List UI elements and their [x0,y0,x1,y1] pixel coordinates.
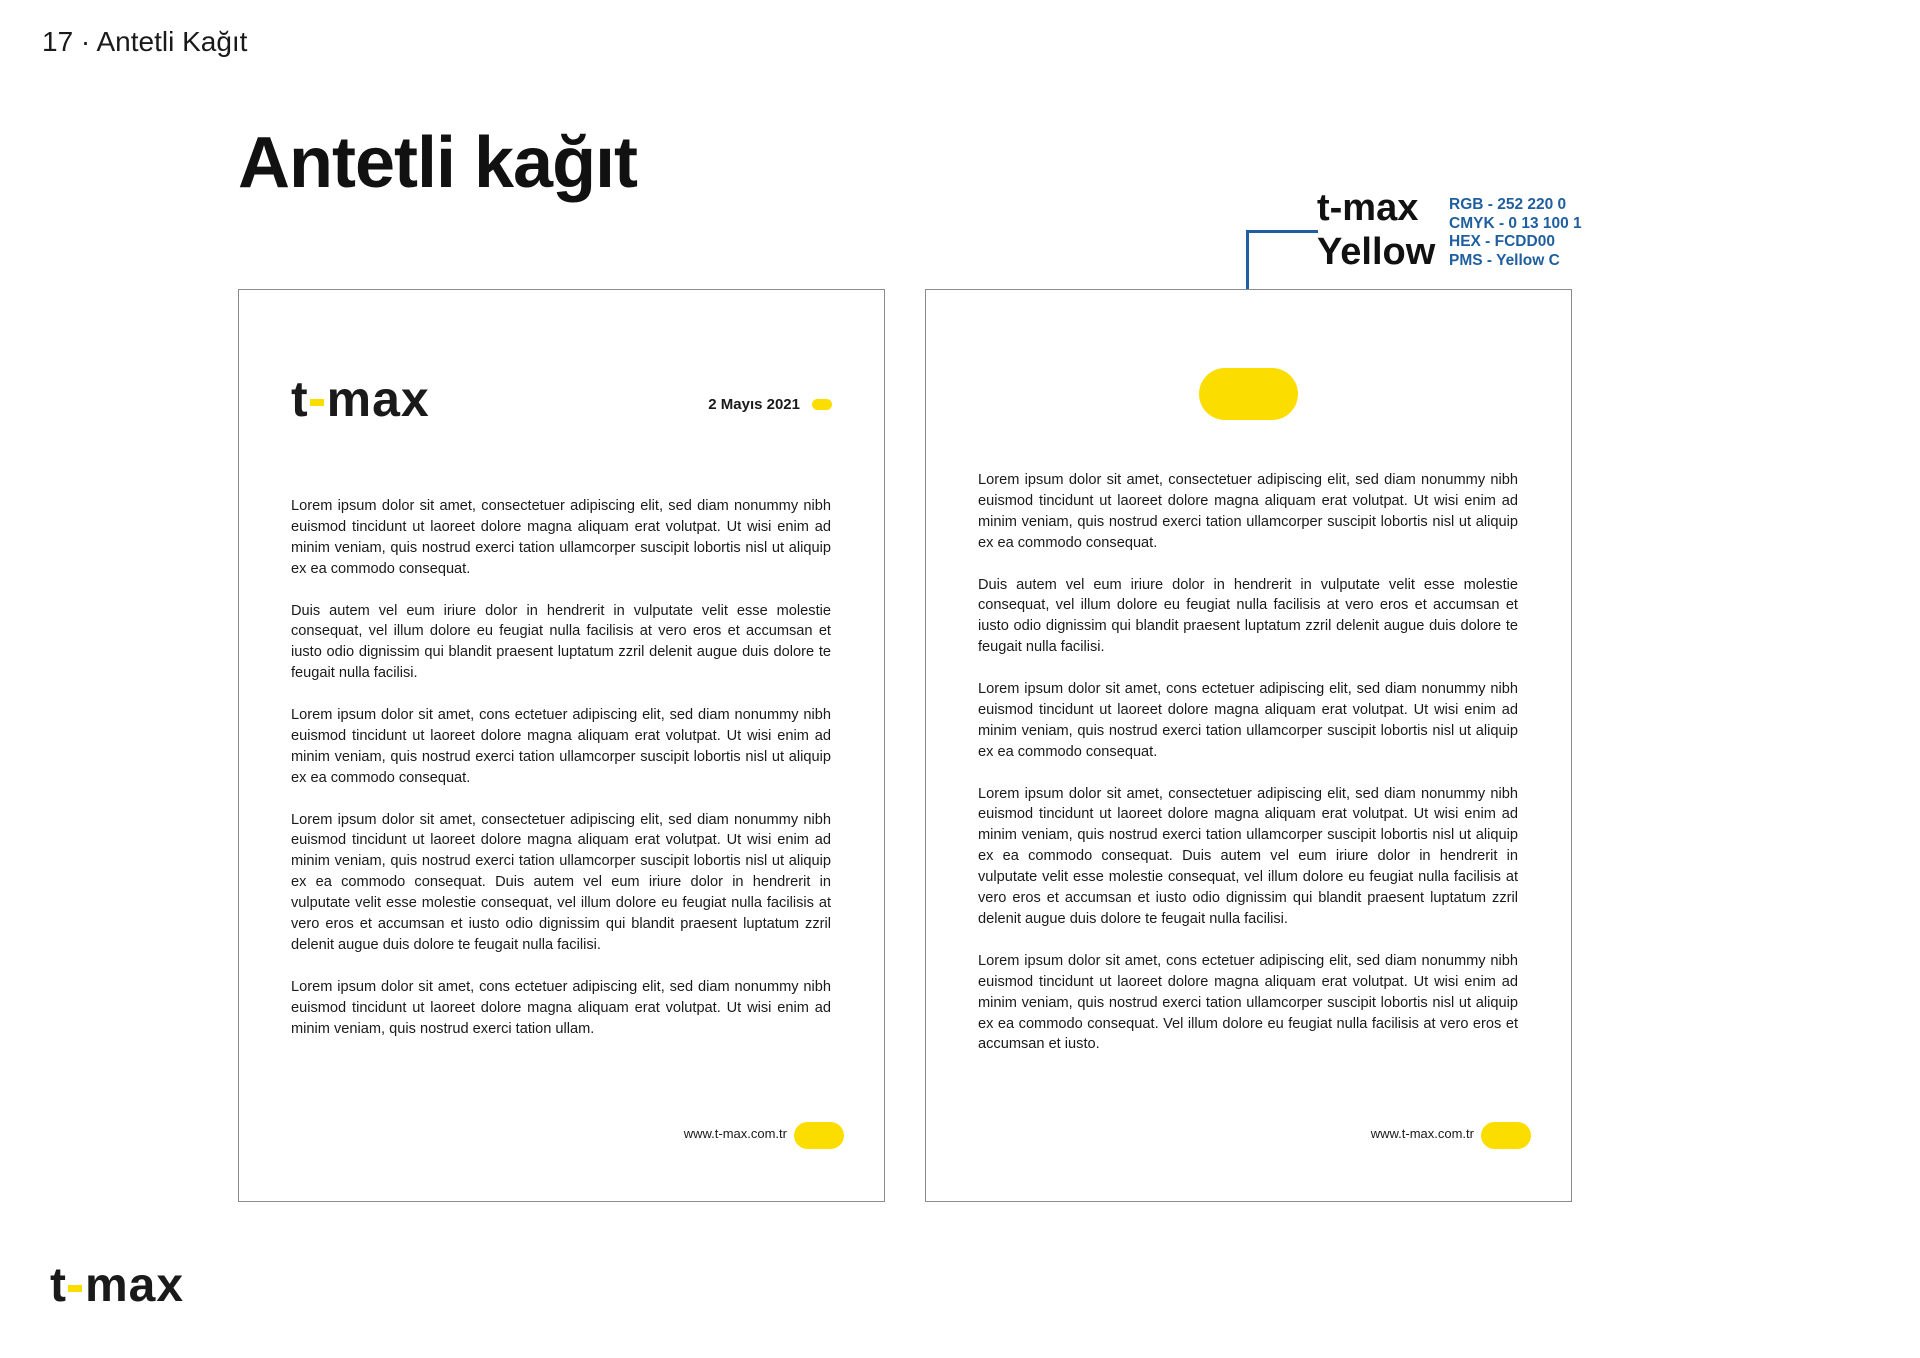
paragraph: Lorem ipsum dolor sit amet, cons ectetuer adipiscing elit, sed diam nonummy nibh euismod tincidunt ut laoreet dolore magna aliquam erat volutpat. Ut wisi enim ad minim veniam, quis nostrud exerci tation ullamcorper suscipit lobortis nisl ut aliquip ex ea commodo consequat. Vel illum dolore eu feugiat nulla facilisis at vero eros et accumsan et iusto. [978,952,1518,1053]
paragraph: Lorem ipsum dolor sit amet, consectetuer adipiscing elit, sed diam nonummy nibh euismod tincidunt ut laoreet dolore magna aliquam erat volutpat. Ut wisi enim ad minim veniam, quis nostrud exerci tation ullamcorper suscipit lobortis nisl ut aliquip ex ea commodo consequat. [978,472,1518,551]
swatch-pms: PMS - Yellow C [1449,252,1560,270]
logo-right: max [326,371,430,427]
swatch-name-line2: Yellow [1317,231,1436,273]
swatch-name-line1: t-max [1317,187,1419,229]
letterhead-logo [291,371,430,427]
swatch-rgb: RGB - 252 220 0 [1449,196,1567,213]
footer-pill-accent [1481,1122,1531,1149]
paragraph: Lorem ipsum dolor sit amet, cons ectetuer adipiscing elit, sed diam nonummy nibh euismod tincidunt ut laoreet dolore magna aliquam erat volutpat. Ut wisi enim ad minim veniam, quis nostrud exerci tation ullamcorper suscipit lobortis nisl ut aliquip ex ea commodo consequat. [978,681,1518,760]
paragraph: Duis autem vel eum iriure dolor in hendrerit in vulputate velit esse molestie consequat, vel illum dolore eu feugiat nulla facilisis at vero eros et accumsan et iusto odio dignissim qui blandit praesent luptatum zzril delenit augue duis dolore te feugait nulla facilisi. [291,602,831,682]
paragraph: Lorem ipsum dolor sit amet, cons ectetuer adipiscing elit, sed diam nonummy nibh euismod tincidunt ut laoreet dolore magna aliquam erat volutpat. Ut wisi enim ad minim veniam, quis nostrud exerci tation ullamcorper suscipit lobortis nisl ut aliquip ex ea commodo consequat. [291,707,831,786]
paragraph: Lorem ipsum dolor sit amet, consectetuer adipiscing elit, sed diam nonummy nibh euismod tincidunt ut laoreet dolore magna aliquam erat volutpat. Ut wisi enim ad minim veniam, quis nostrud exerci tation ullamcorper suscipit lobortis nisl ut aliquip ex ea commodo consequat. [291,498,831,577]
logo-right: max [84,1259,185,1312]
footer-pill-accent [794,1122,844,1149]
footer-url: www.t-max.com.tr [1370,1126,1474,1141]
logo-dash [68,1285,82,1292]
date-pill-accent [812,399,832,410]
letter-body [978,470,1518,1076]
logo-dash [310,399,324,406]
logo-left: t [50,1259,67,1312]
logo-left: t [291,371,309,427]
swatch-specs [1449,196,1582,271]
paragraph: Lorem ipsum dolor sit amet, cons ectetuer adipiscing elit, sed diam nonummy nibh euismod tincidunt ut laoreet dolore magna aliquam erat volutpat. Ut wisi enim ad minim veniam, quis nostrud exerci tation ullam. [291,978,831,1037]
letterhead-continuation-page [925,289,1572,1202]
paragraph: Duis autem vel eum iriure dolor in hendrerit in vulputate velit esse molestie consequat, vel illum dolore eu feugiat nulla facilisis at vero eros et accumsan et iusto odio dignissim qui blandit praesent luptatum zzril delenit augue duis dolore te feugait nulla facilisi. [978,576,1518,656]
page-title: Antetli kağıt [238,123,638,203]
brand-logo [50,1259,185,1312]
swatch-cmyk: CMYK - 0 13 100 1 [1449,214,1582,232]
letterhead-first-page [238,289,885,1202]
header-pill-accent [1199,368,1298,420]
letter-body [291,496,831,1060]
letter-date: 2 Mayıs 2021 [708,396,800,413]
swatch-name [1317,186,1435,274]
swatch-hex: HEX - FCDD00 [1449,233,1555,251]
footer-url: www.t-max.com.tr [683,1126,787,1141]
paragraph: Lorem ipsum dolor sit amet, consectetuer adipiscing elit, sed diam nonummy nibh euismod tincidunt ut laoreet dolore magna aliquam erat volutpat. Ut wisi enim ad minim veniam, quis nostrud exerci tation ullamcorper suscipit lobortis nisl ut aliquip ex ea commodo consequat. Duis autem vel eum iriure dolor in hendrerit in vulputate velit esse molestie consequat, vel illum dolore eu feugiat nulla facilisis at vero eros et accumsan et iusto odio dignissim qui blandit praesent luptatum zzril delenit augue duis dolore te feugait nulla facilisi. [291,811,831,953]
paragraph: Lorem ipsum dolor sit amet, consectetuer adipiscing elit, sed diam nonummy nibh euismod tincidunt ut laoreet dolore magna aliquam erat volutpat. Ut wisi enim ad minim veniam, quis nostrud exerci tation ullamcorper suscipit lobortis nisl ut aliquip ex ea commodo consequat. Duis autem vel eum iriure dolor in hendrerit in vulputate velit esse molestie consequat, vel illum dolore eu feugiat nulla facilisis at vero eros et accumsan et iusto odio dignissim qui blandit praesent luptatum zzril delenit augue duis dolore te feugait nulla facilisi. [978,785,1518,927]
callout-line-horizontal [1246,230,1318,233]
breadcrumb: 17 · Antetli Kağıt [42,26,248,57]
